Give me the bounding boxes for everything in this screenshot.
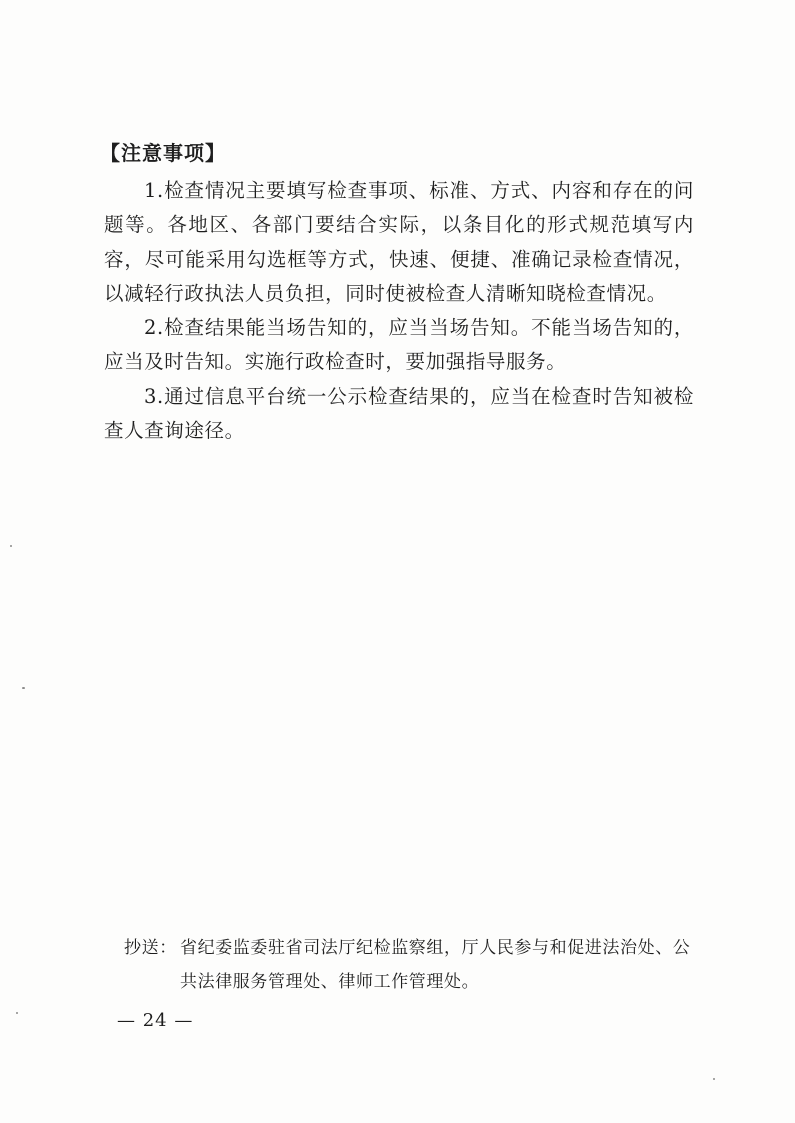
notes-heading: 【注意事项】 bbox=[100, 141, 226, 165]
notes-section bbox=[100, 138, 694, 448]
scan-speck bbox=[16, 1012, 18, 1014]
note-paragraph-2: 2.检查结果能当场告知的，应当当场告知。不能当场告知的，应当及时告知。实施行政检查时，要加强指导服务。 bbox=[104, 316, 694, 374]
scan-speck bbox=[22, 687, 25, 689]
cc-row bbox=[124, 931, 704, 999]
scan-speck bbox=[10, 545, 12, 547]
cc-block bbox=[124, 931, 704, 999]
scan-speck bbox=[713, 1078, 715, 1080]
note-paragraph-1: 1.检查情况主要填写检查事项、标准、方式、内容和存在的问题等。各地区、各部门要结合实际，以条目化的形式规范填写内容，尽可能采用勾选框等方式，快速、便捷、准确记录检查情况，以减轻行政执法人员负担，同时使被检查人清晰知晓检查情况。 bbox=[104, 179, 694, 305]
note-paragraph-3: 3.通过信息平台统一公示检查结果的，应当在检查时告知被检查人查询途径。 bbox=[104, 384, 694, 443]
cc-recipients: 省纪委监委驻省司法厅纪检监察组，厅人民参与和促进法治处、公共法律服务管理处、律师工作管理处。 bbox=[180, 938, 691, 992]
cc-label: 抄送： bbox=[124, 938, 177, 958]
page-number: — 24 — bbox=[117, 1010, 194, 1031]
